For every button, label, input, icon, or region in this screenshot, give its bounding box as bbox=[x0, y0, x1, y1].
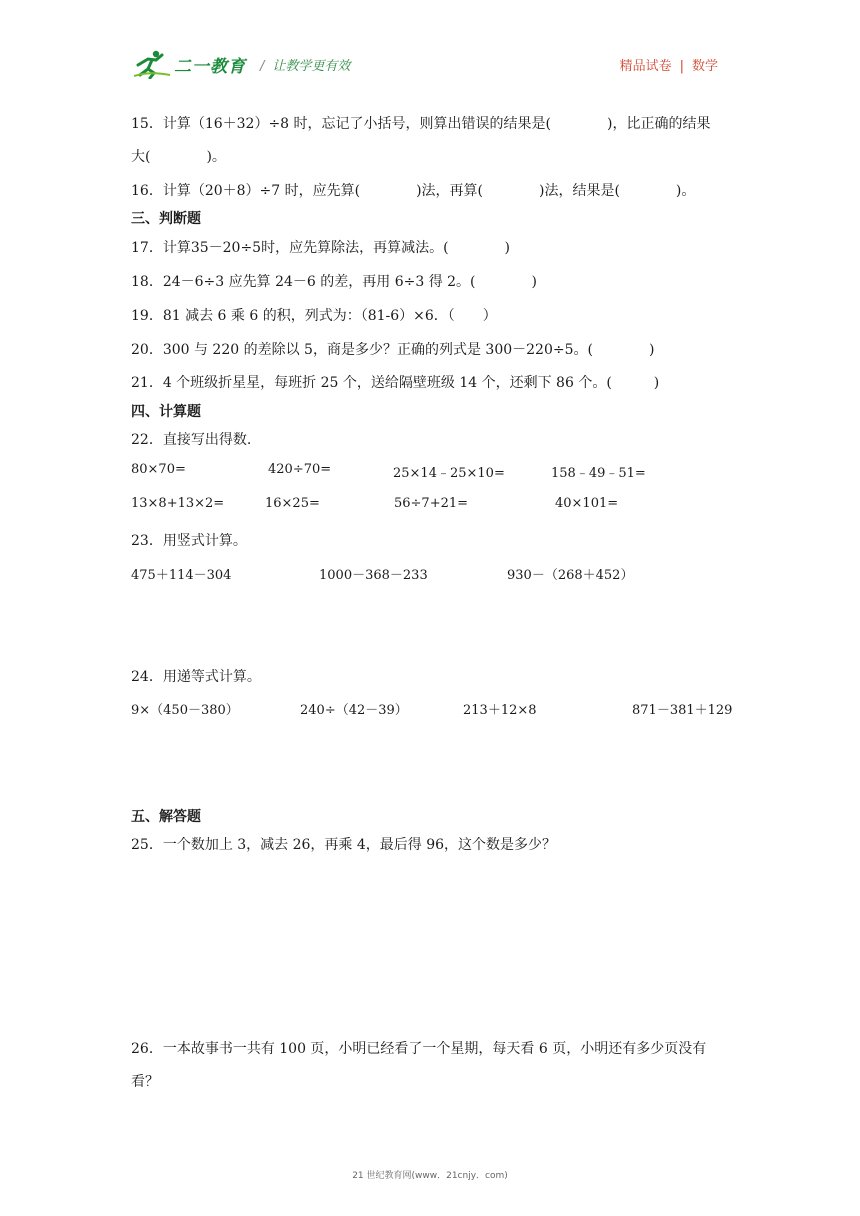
q22-expression: 80×70= bbox=[131, 462, 186, 477]
tag-separator: | bbox=[679, 59, 684, 74]
question-24: 24．用递等式计算。 bbox=[131, 669, 261, 685]
slogan-text: 让教学更有效 bbox=[272, 59, 351, 74]
question-15-line1: 15．计算（16＋32）÷8 时，忘记了小括号，则算出错误的结果是( )，比正确的结果 bbox=[131, 116, 711, 132]
section-5-title: 五、解答题 bbox=[131, 809, 201, 825]
question-17: 17．计算35－20÷5时，应先算除法，再算减法。( ) bbox=[131, 240, 511, 256]
question-26-line2: 看？ bbox=[131, 1074, 159, 1090]
logo-text: 二一教育 bbox=[174, 56, 246, 77]
q23-expression: 930－（268＋452） bbox=[507, 568, 634, 583]
section-3-title: 三、判断题 bbox=[131, 211, 201, 227]
q24-expression: 213＋12×8 bbox=[463, 703, 537, 718]
q24-expression: 871－381＋129 bbox=[632, 703, 733, 718]
question-16: 16．计算（20＋8）÷7 时，应先算( )法，再算( )法，结果是( )。 bbox=[131, 183, 696, 199]
question-25: 25．一个数加上 3，减去 26，再乘 4，最后得 96，这个数是多少？ bbox=[131, 837, 557, 853]
section-4-title: 四、计算题 bbox=[131, 404, 201, 420]
q24-expression: 9×（450－380） bbox=[131, 703, 239, 718]
q22-expression: 40×101= bbox=[555, 496, 619, 511]
page-footer: 21 世纪教育网(www．21cnjy．com) bbox=[352, 1171, 508, 1181]
q22-expression: 158﹣49﹣51= bbox=[551, 466, 646, 481]
brand-logo bbox=[132, 46, 246, 82]
subject-tag bbox=[620, 55, 718, 74]
question-18: 18．24－6÷3 应先算 24－6 的差，再用 6÷3 得 2。( ) bbox=[131, 274, 537, 290]
question-21: 21．4 个班级折星星，每班折 25 个，送给隔壁班级 14 个，还剩下 86 个。( ) bbox=[131, 375, 660, 391]
runner-logo-icon bbox=[132, 49, 172, 79]
question-19: 19．81 减去 6 乘 6 的积，列式为：（81-6）×6．（ ） bbox=[131, 308, 497, 324]
q22-expression: 420÷70= bbox=[268, 462, 332, 477]
q22-expression: 56÷7+21= bbox=[394, 496, 469, 511]
q23-expression: 1000－368－233 bbox=[319, 568, 428, 583]
slogan bbox=[260, 55, 350, 74]
page-header bbox=[132, 46, 732, 86]
question-26-line1: 26．一本故事书一共有 100 页，小明已经看了一个星期，每天看 6 页，小明还有多少页没有 bbox=[131, 1041, 707, 1057]
tag-subject: 数学 bbox=[691, 59, 718, 74]
q22-expression: 25×14﹣25×10= bbox=[393, 466, 505, 481]
question-22: 22．直接写出得数. bbox=[131, 432, 252, 448]
slogan-slash: / bbox=[260, 59, 265, 74]
q24-expression: 240÷（42－39） bbox=[300, 703, 408, 718]
q22-expression: 13×8+13×2= bbox=[131, 496, 225, 511]
question-15-line2: 大( )。 bbox=[131, 149, 226, 165]
question-20: 20．300 与 220 的差除以 5，商是多少？正确的列式是 300－220÷5。( ) bbox=[131, 342, 655, 358]
question-23: 23．用竖式计算。 bbox=[131, 533, 247, 549]
tag-quality-paper: 精品试卷 bbox=[619, 59, 672, 74]
q23-expression: 475＋114－304 bbox=[131, 568, 232, 583]
q22-expression: 16×25= bbox=[265, 496, 320, 511]
